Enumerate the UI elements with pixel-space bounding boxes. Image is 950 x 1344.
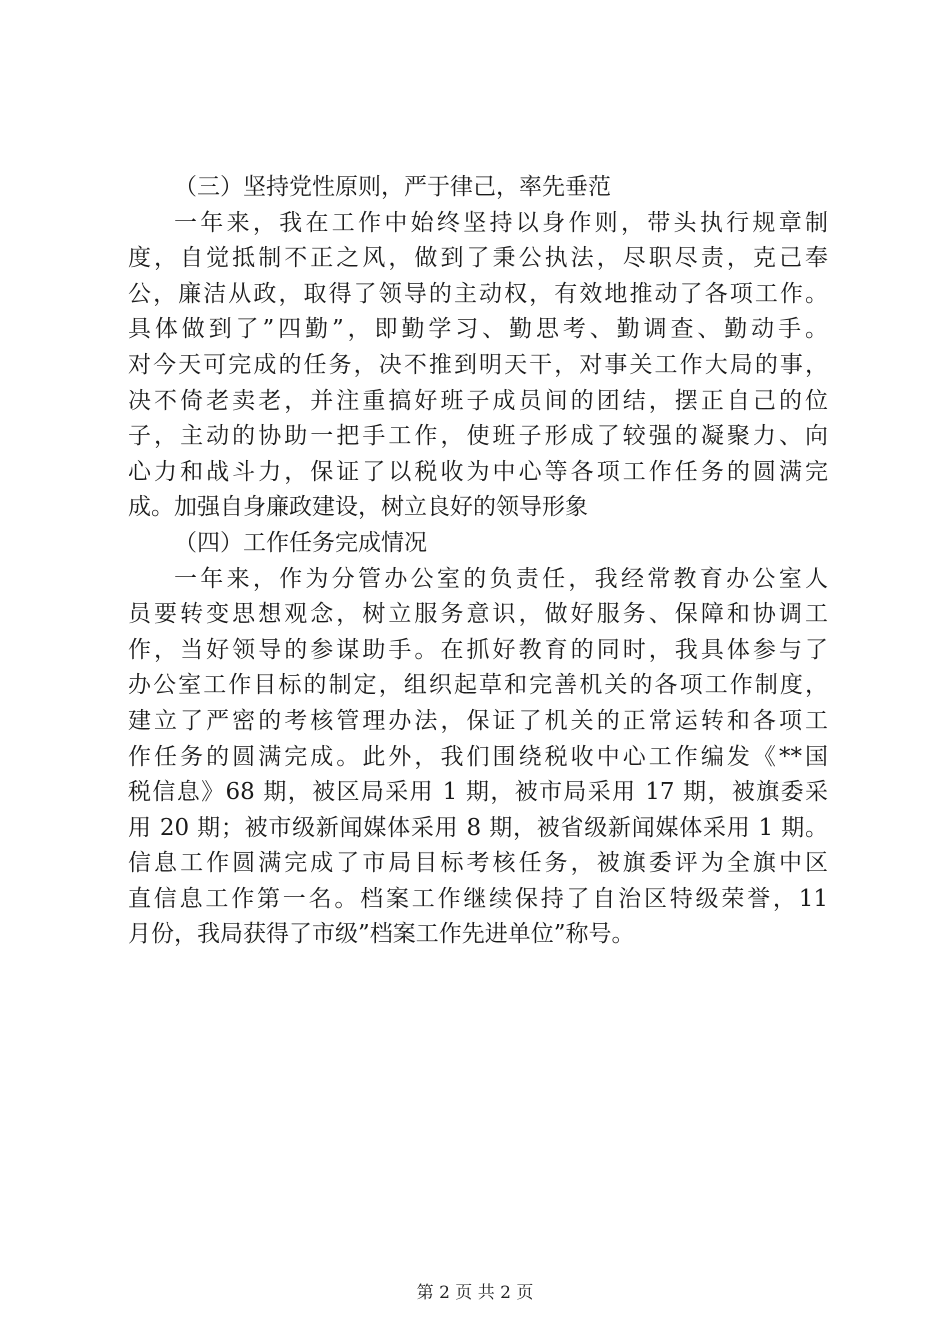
- paragraph-line: 公，廉洁从政，取得了领导的主动权，有效地推动了各项工作。: [128, 280, 828, 307]
- section-heading-4: （四）工作任务完成情况: [174, 529, 427, 556]
- paragraph-line: 税信息》68 期，被区局采用 1 期，被市局采用 17 期，被旗委采: [128, 779, 828, 806]
- paragraph-line: 一年来，作为分管办公室的负责任，我经常教育办公室人: [174, 565, 828, 592]
- paragraph-line: 一年来，我在工作中始终坚持以身作则，带头执行规章制: [174, 209, 828, 236]
- paragraph-line: 子，主动的协助一把手工作，使班子形成了较强的凝聚力、向: [128, 423, 828, 450]
- paragraph-line: 建立了严密的考核管理办法，保证了机关的正常运转和各项工: [128, 707, 828, 734]
- paragraph-line: 信息工作圆满完成了市局目标考核任务，被旗委评为全旗中区: [128, 850, 828, 877]
- document-body: [128, 170, 828, 953]
- paragraph-line: 作任务的圆满完成。此外，我们围绕税收中心工作编发《**国: [128, 743, 828, 770]
- paragraph-line: 员要转变思想观念，树立服务意识，做好服务、保障和协调工: [128, 601, 828, 628]
- paragraph-line: 度，自觉抵制不正之风，做到了秉公执法，尽职尽责，克己奉: [128, 245, 828, 272]
- paragraph-line: 心力和战斗力，保证了以税收为中心等各项工作任务的圆满完: [128, 458, 828, 485]
- page-number-footer: 第 2 页 共 2 页: [416, 1283, 534, 1303]
- paragraph-line: 用 20 期；被市级新闻媒体采用 8 期，被省级新闻媒体采用 1 期。: [128, 814, 828, 841]
- paragraph-line: 具体做到了”四勤”，即勤学习、勤思考、勤调查、勤动手。: [128, 316, 828, 343]
- paragraph-line: 作，当好领导的参谋助手。在抓好教育的同时，我具体参与了: [128, 636, 828, 663]
- paragraph-line: 成。加强自身廉政建设，树立良好的领导形象: [128, 494, 588, 521]
- paragraph-line: 决不倚老卖老，并注重搞好班子成员间的团结，摆正自己的位: [128, 387, 828, 414]
- paragraph-line: 对今天可完成的任务，决不推到明天干，对事关工作大局的事，: [128, 351, 828, 378]
- paragraph-line: 直信息工作第一名。档案工作继续保持了自治区特级荣誉，11: [128, 885, 828, 912]
- paragraph-line: 办公室工作目标的制定，组织起草和完善机关的各项工作制度，: [128, 672, 828, 699]
- section-heading-3: （三）坚持党性原则，严于律己，率先垂范: [174, 174, 611, 200]
- paragraph-line: 月份，我局获得了市级”档案工作先进单位”称号。: [128, 921, 635, 948]
